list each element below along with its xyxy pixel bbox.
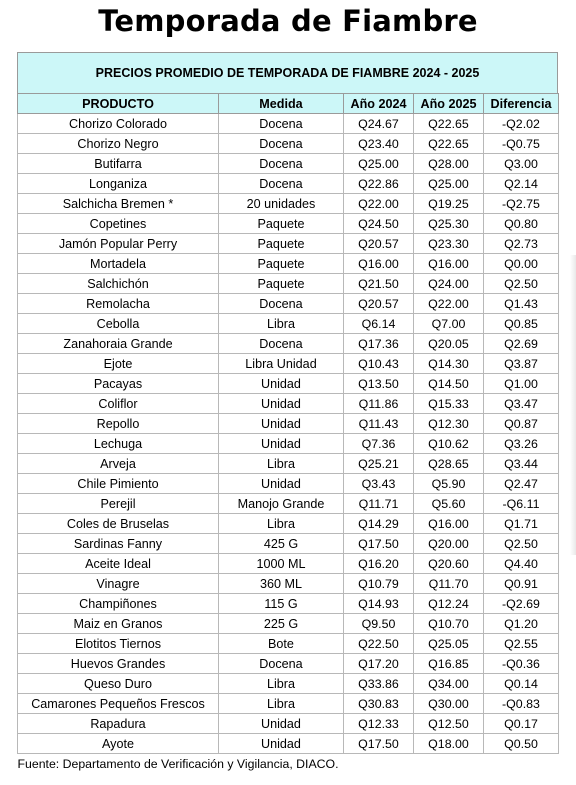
unit-cell: Paquete <box>219 274 344 294</box>
price-2024-cell: Q30.83 <box>344 694 414 714</box>
difference-cell: -Q6.11 <box>484 494 559 514</box>
price-2025-cell: Q12.50 <box>414 714 484 734</box>
product-cell: Arveja <box>18 454 219 474</box>
price-2025-cell: Q19.25 <box>414 194 484 214</box>
product-cell: Ayote <box>18 734 219 754</box>
table-row <box>18 374 559 394</box>
unit-cell: Docena <box>219 334 344 354</box>
unit-cell: Libra <box>219 514 344 534</box>
price-2024-cell: Q9.50 <box>344 614 414 634</box>
price-2024-cell: Q22.50 <box>344 634 414 654</box>
unit-cell: Libra <box>219 314 344 334</box>
price-2024-cell: Q17.36 <box>344 334 414 354</box>
price-2025-cell: Q16.00 <box>414 254 484 274</box>
product-cell: Chorizo Colorado <box>18 114 219 134</box>
price-2024-cell: Q11.71 <box>344 494 414 514</box>
table-row <box>18 254 559 274</box>
price-2025-cell: Q34.00 <box>414 674 484 694</box>
table-row <box>18 154 559 174</box>
table-row <box>18 674 559 694</box>
price-2025-cell: Q16.00 <box>414 514 484 534</box>
footer-row <box>18 754 559 775</box>
price-2025-cell: Q12.24 <box>414 594 484 614</box>
difference-cell: -Q2.75 <box>484 194 559 214</box>
difference-cell: Q1.71 <box>484 514 559 534</box>
product-cell: Coliflor <box>18 394 219 414</box>
price-2025-cell: Q24.00 <box>414 274 484 294</box>
difference-cell: Q0.85 <box>484 314 559 334</box>
difference-cell: -Q2.69 <box>484 594 559 614</box>
price-2025-cell: Q11.70 <box>414 574 484 594</box>
product-cell: Longaniza <box>18 174 219 194</box>
table-row <box>18 194 559 214</box>
product-cell: Camarones Pequeños Frescos <box>18 694 219 714</box>
price-2024-cell: Q3.43 <box>344 474 414 494</box>
difference-cell: -Q2.02 <box>484 114 559 134</box>
product-cell: Queso Duro <box>18 674 219 694</box>
price-2024-cell: Q21.50 <box>344 274 414 294</box>
price-2025-cell: Q7.00 <box>414 314 484 334</box>
price-2025-cell: Q25.05 <box>414 634 484 654</box>
price-2024-cell: Q10.43 <box>344 354 414 374</box>
price-2024-cell: Q14.93 <box>344 594 414 614</box>
price-2025-cell: Q18.00 <box>414 734 484 754</box>
table-row <box>18 414 559 434</box>
unit-cell: 1000 ML <box>219 554 344 574</box>
product-cell: Chorizo Negro <box>18 134 219 154</box>
source-note: Fuente: Departamento de Verificación y Vigilancia, DIACO. <box>18 754 559 775</box>
table-row <box>18 654 559 674</box>
price-2025-cell: Q10.70 <box>414 614 484 634</box>
product-cell: Mortadela <box>18 254 219 274</box>
product-cell: Zanahoraia Grande <box>18 334 219 354</box>
price-2025-cell: Q20.00 <box>414 534 484 554</box>
header-diferencia: Diferencia <box>484 94 559 114</box>
difference-cell: Q4.40 <box>484 554 559 574</box>
unit-cell: Manojo Grande <box>219 494 344 514</box>
price-table <box>17 93 559 774</box>
price-2025-cell: Q25.30 <box>414 214 484 234</box>
table-row <box>18 494 559 514</box>
difference-cell: Q0.00 <box>484 254 559 274</box>
page-title: Temporada de Fiambre <box>98 4 478 38</box>
difference-cell: Q1.00 <box>484 374 559 394</box>
price-2024-cell: Q17.50 <box>344 734 414 754</box>
price-2025-cell: Q28.00 <box>414 154 484 174</box>
unit-cell: Paquete <box>219 214 344 234</box>
price-2024-cell: Q13.50 <box>344 374 414 394</box>
price-2025-cell: Q22.65 <box>414 134 484 154</box>
unit-cell: Paquete <box>219 234 344 254</box>
price-2024-cell: Q10.79 <box>344 574 414 594</box>
product-cell: Jamón Popular Perry <box>18 234 219 254</box>
product-cell: Salchicha Bremen * <box>18 194 219 214</box>
product-cell: Cebolla <box>18 314 219 334</box>
product-cell: Lechuga <box>18 434 219 454</box>
table-row <box>18 594 559 614</box>
price-2024-cell: Q24.50 <box>344 214 414 234</box>
unit-cell: 20 unidades <box>219 194 344 214</box>
unit-cell: Docena <box>219 154 344 174</box>
difference-cell: Q1.20 <box>484 614 559 634</box>
table-row <box>18 634 559 654</box>
product-cell: Butifarra <box>18 154 219 174</box>
table-row <box>18 474 559 494</box>
unit-cell: Unidad <box>219 414 344 434</box>
price-2024-cell: Q16.20 <box>344 554 414 574</box>
price-2024-cell: Q33.86 <box>344 674 414 694</box>
product-cell: Perejil <box>18 494 219 514</box>
difference-cell: Q0.17 <box>484 714 559 734</box>
price-2024-cell: Q16.00 <box>344 254 414 274</box>
unit-cell: Unidad <box>219 734 344 754</box>
table-row <box>18 274 559 294</box>
price-2025-cell: Q30.00 <box>414 694 484 714</box>
product-cell: Remolacha <box>18 294 219 314</box>
difference-cell: Q2.14 <box>484 174 559 194</box>
price-2025-cell: Q20.60 <box>414 554 484 574</box>
header-anio-2025: Año 2025 <box>414 94 484 114</box>
table-row <box>18 554 559 574</box>
unit-cell: 225 G <box>219 614 344 634</box>
price-2025-cell: Q28.65 <box>414 454 484 474</box>
table-row <box>18 214 559 234</box>
table-row <box>18 394 559 414</box>
table-row <box>18 514 559 534</box>
unit-cell: Paquete <box>219 254 344 274</box>
unit-cell: Libra Unidad <box>219 354 344 374</box>
difference-cell: Q0.50 <box>484 734 559 754</box>
price-2025-cell: Q12.30 <box>414 414 484 434</box>
product-cell: Vinagre <box>18 574 219 594</box>
price-2025-cell: Q22.65 <box>414 114 484 134</box>
price-2024-cell: Q25.00 <box>344 154 414 174</box>
edge-shadow <box>570 255 576 555</box>
price-2025-cell: Q5.60 <box>414 494 484 514</box>
difference-cell: Q0.91 <box>484 574 559 594</box>
price-2024-cell: Q22.00 <box>344 194 414 214</box>
unit-cell: Bote <box>219 634 344 654</box>
price-2024-cell: Q6.14 <box>344 314 414 334</box>
difference-cell: Q0.14 <box>484 674 559 694</box>
unit-cell: Docena <box>219 134 344 154</box>
unit-cell: Unidad <box>219 374 344 394</box>
price-2024-cell: Q20.57 <box>344 234 414 254</box>
table-row <box>18 534 559 554</box>
price-2025-cell: Q10.62 <box>414 434 484 454</box>
product-cell: Coles de Bruselas <box>18 514 219 534</box>
table-row <box>18 734 559 754</box>
difference-cell: Q2.73 <box>484 234 559 254</box>
product-cell: Champiñones <box>18 594 219 614</box>
header-medida: Medida <box>219 94 344 114</box>
unit-cell: Docena <box>219 654 344 674</box>
table-subtitle: PRECIOS PROMEDIO DE TEMPORADA DE FIAMBRE 2024 - 2025 <box>17 52 558 93</box>
difference-cell: Q2.55 <box>484 634 559 654</box>
unit-cell: Libra <box>219 694 344 714</box>
difference-cell: Q2.50 <box>484 274 559 294</box>
unit-cell: Unidad <box>219 474 344 494</box>
unit-cell: Docena <box>219 294 344 314</box>
price-2024-cell: Q7.36 <box>344 434 414 454</box>
price-2024-cell: Q24.67 <box>344 114 414 134</box>
difference-cell: Q3.87 <box>484 354 559 374</box>
product-cell: Aceite Ideal <box>18 554 219 574</box>
product-cell: Rapadura <box>18 714 219 734</box>
price-2024-cell: Q25.21 <box>344 454 414 474</box>
price-2025-cell: Q14.30 <box>414 354 484 374</box>
table-row <box>18 614 559 634</box>
unit-cell: Unidad <box>219 434 344 454</box>
price-2025-cell: Q25.00 <box>414 174 484 194</box>
table-row <box>18 574 559 594</box>
price-2024-cell: Q17.20 <box>344 654 414 674</box>
price-2025-cell: Q20.05 <box>414 334 484 354</box>
price-2025-cell: Q16.85 <box>414 654 484 674</box>
product-cell: Chile Pimiento <box>18 474 219 494</box>
price-2024-cell: Q11.86 <box>344 394 414 414</box>
difference-cell: Q0.80 <box>484 214 559 234</box>
price-2025-cell: Q5.90 <box>414 474 484 494</box>
unit-cell: Unidad <box>219 714 344 734</box>
price-2024-cell: Q23.40 <box>344 134 414 154</box>
difference-cell: Q0.87 <box>484 414 559 434</box>
table-row <box>18 114 559 134</box>
table-row <box>18 694 559 714</box>
table-row <box>18 314 559 334</box>
difference-cell: Q2.47 <box>484 474 559 494</box>
difference-cell: Q3.00 <box>484 154 559 174</box>
unit-cell: Libra <box>219 674 344 694</box>
difference-cell: Q3.47 <box>484 394 559 414</box>
table-row <box>18 294 559 314</box>
price-2024-cell: Q12.33 <box>344 714 414 734</box>
unit-cell: Docena <box>219 114 344 134</box>
price-2025-cell: Q23.30 <box>414 234 484 254</box>
difference-cell: -Q0.75 <box>484 134 559 154</box>
product-cell: Huevos Grandes <box>18 654 219 674</box>
product-cell: Sardinas Fanny <box>18 534 219 554</box>
unit-cell: 425 G <box>219 534 344 554</box>
product-cell: Maiz en Granos <box>18 614 219 634</box>
product-cell: Copetines <box>18 214 219 234</box>
difference-cell: -Q0.83 <box>484 694 559 714</box>
table-row <box>18 134 559 154</box>
difference-cell: Q2.50 <box>484 534 559 554</box>
difference-cell: Q3.26 <box>484 434 559 454</box>
price-2024-cell: Q14.29 <box>344 514 414 534</box>
unit-cell: Docena <box>219 174 344 194</box>
difference-cell: Q3.44 <box>484 454 559 474</box>
price-2024-cell: Q11.43 <box>344 414 414 434</box>
product-cell: Salchichón <box>18 274 219 294</box>
price-2025-cell: Q15.33 <box>414 394 484 414</box>
table-row <box>18 354 559 374</box>
price-sheet <box>17 52 558 774</box>
price-2024-cell: Q22.86 <box>344 174 414 194</box>
difference-cell: Q2.69 <box>484 334 559 354</box>
price-2024-cell: Q17.50 <box>344 534 414 554</box>
product-cell: Ejote <box>18 354 219 374</box>
table-row <box>18 234 559 254</box>
header-producto: PRODUCTO <box>18 94 219 114</box>
product-cell: Repollo <box>18 414 219 434</box>
table-row <box>18 334 559 354</box>
unit-cell: 115 G <box>219 594 344 614</box>
header-anio-2024: Año 2024 <box>344 94 414 114</box>
table-row <box>18 434 559 454</box>
unit-cell: 360 ML <box>219 574 344 594</box>
unit-cell: Libra <box>219 454 344 474</box>
header-row <box>18 94 559 114</box>
table-row <box>18 174 559 194</box>
price-2025-cell: Q14.50 <box>414 374 484 394</box>
table-row <box>18 454 559 474</box>
table-row <box>18 714 559 734</box>
difference-cell: -Q0.36 <box>484 654 559 674</box>
price-2024-cell: Q20.57 <box>344 294 414 314</box>
product-cell: Elotitos Tiernos <box>18 634 219 654</box>
unit-cell: Unidad <box>219 394 344 414</box>
product-cell: Pacayas <box>18 374 219 394</box>
difference-cell: Q1.43 <box>484 294 559 314</box>
price-2025-cell: Q22.00 <box>414 294 484 314</box>
